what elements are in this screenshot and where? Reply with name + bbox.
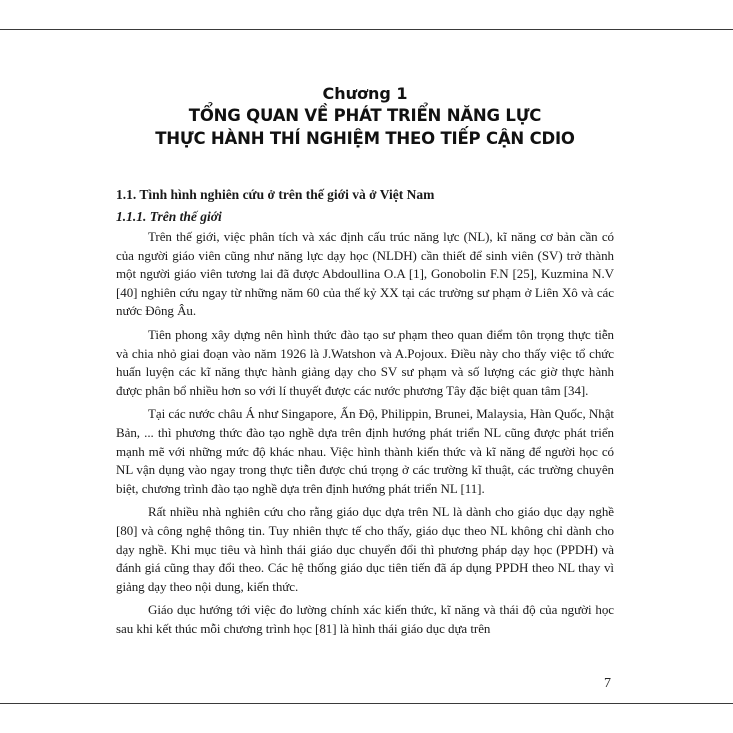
book-page — [116, 84, 614, 643]
subsection-heading: 1.1.1. Trên thế giới — [116, 209, 222, 224]
bottom-rule — [0, 703, 733, 704]
chapter-number: Chương 1 — [322, 84, 408, 103]
chapter-title-line-1: TỔNG QUAN VỀ PHÁT TRIỂN NĂNG LỰC — [188, 106, 542, 125]
chapter-title-line-2: THỰC HÀNH THÍ NGHIỆM THEO TIẾP CẬN CDIO — [155, 129, 575, 148]
paragraph: Tiên phong xây dựng nên hình thức đào tạo sư phạm theo quan điểm tôn trọng thực tiễn và chia nhỏ giai đoạn vào năm 1926 là J.Watshon và A.Pojoux. Điều này cho thấy việc tổ chức huấn luyện các kĩ năng thực hành giảng dạy cho SV sư phạm và số lượng các giờ thực hành được phân bổ nhiều hơn so với lí thuyết được các nước phương Tây đặc biệt quan tâm [34]. — [116, 326, 614, 398]
paragraph: Tại các nước châu Á như Singapore, Ấn Độ, Philippin, Brunei, Malaysia, Hàn Quốc, Nhật Bản, ... thì phương thức đào tạo nghề dựa trên định hướng phát triển NL cũng được phát triển mạnh mẽ với những mức độ khác nhau. Việc hình thành kiến thức và kĩ năng để người học có NL vận dụng vào ngay trong thực tiễn được chú trọng ở các trường kĩ thuật, các trường chuyên biệt, chương trình đào tạo nghề dựa trên định hướng phát triển NL [11]. — [116, 406, 614, 496]
chapter-header — [116, 84, 614, 150]
section-heading: 1.1. Tình hình nghiên cứu ở trên thế giới và ở Việt Nam — [116, 187, 435, 202]
page-number: 7 — [604, 676, 611, 691]
paragraph: Trên thế giới, việc phân tích và xác định cấu trúc năng lực (NL), kĩ năng cơ bản cần có của người giáo viên cũng như năng lực dạy học (NLDH) cần thiết để sinh viên (SV) trở thành một người giáo viên tương lai đã được Abdoullina O.A [1], Gonobolin F.N [25], Kuzmina N.V [40] nghiên cứu ngay từ những năm 60 của thế kỷ XX tại các trường sư phạm ở Liên Xô và các nước Đông Âu. — [116, 229, 614, 319]
paragraph: Rất nhiều nhà nghiên cứu cho rằng giáo dục dựa trên NL là dành cho giáo dục dạy nghề [80] và công nghệ thông tin. Tuy nhiên thực tế cho thấy, giáo dục theo NL không chỉ dành cho dạy nghề. Khi mục tiêu và hình thái giáo dục chuyển đổi thì phương pháp dạy học (PPDH) và đánh giá cũng thay đổi theo. Các hệ thống giáo dục tiên tiến đã áp dụng PPDH theo NL thay vì giảng dạy theo nội dung, kiến thức. — [116, 504, 614, 594]
top-rule — [0, 29, 733, 30]
paragraph: Giáo dục hướng tới việc đo lường chính xác kiến thức, kĩ năng và thái độ của người học sau khi kết thúc mỗi chương trình học [81] là hình thái giáo dục dựa trên — [116, 602, 614, 636]
